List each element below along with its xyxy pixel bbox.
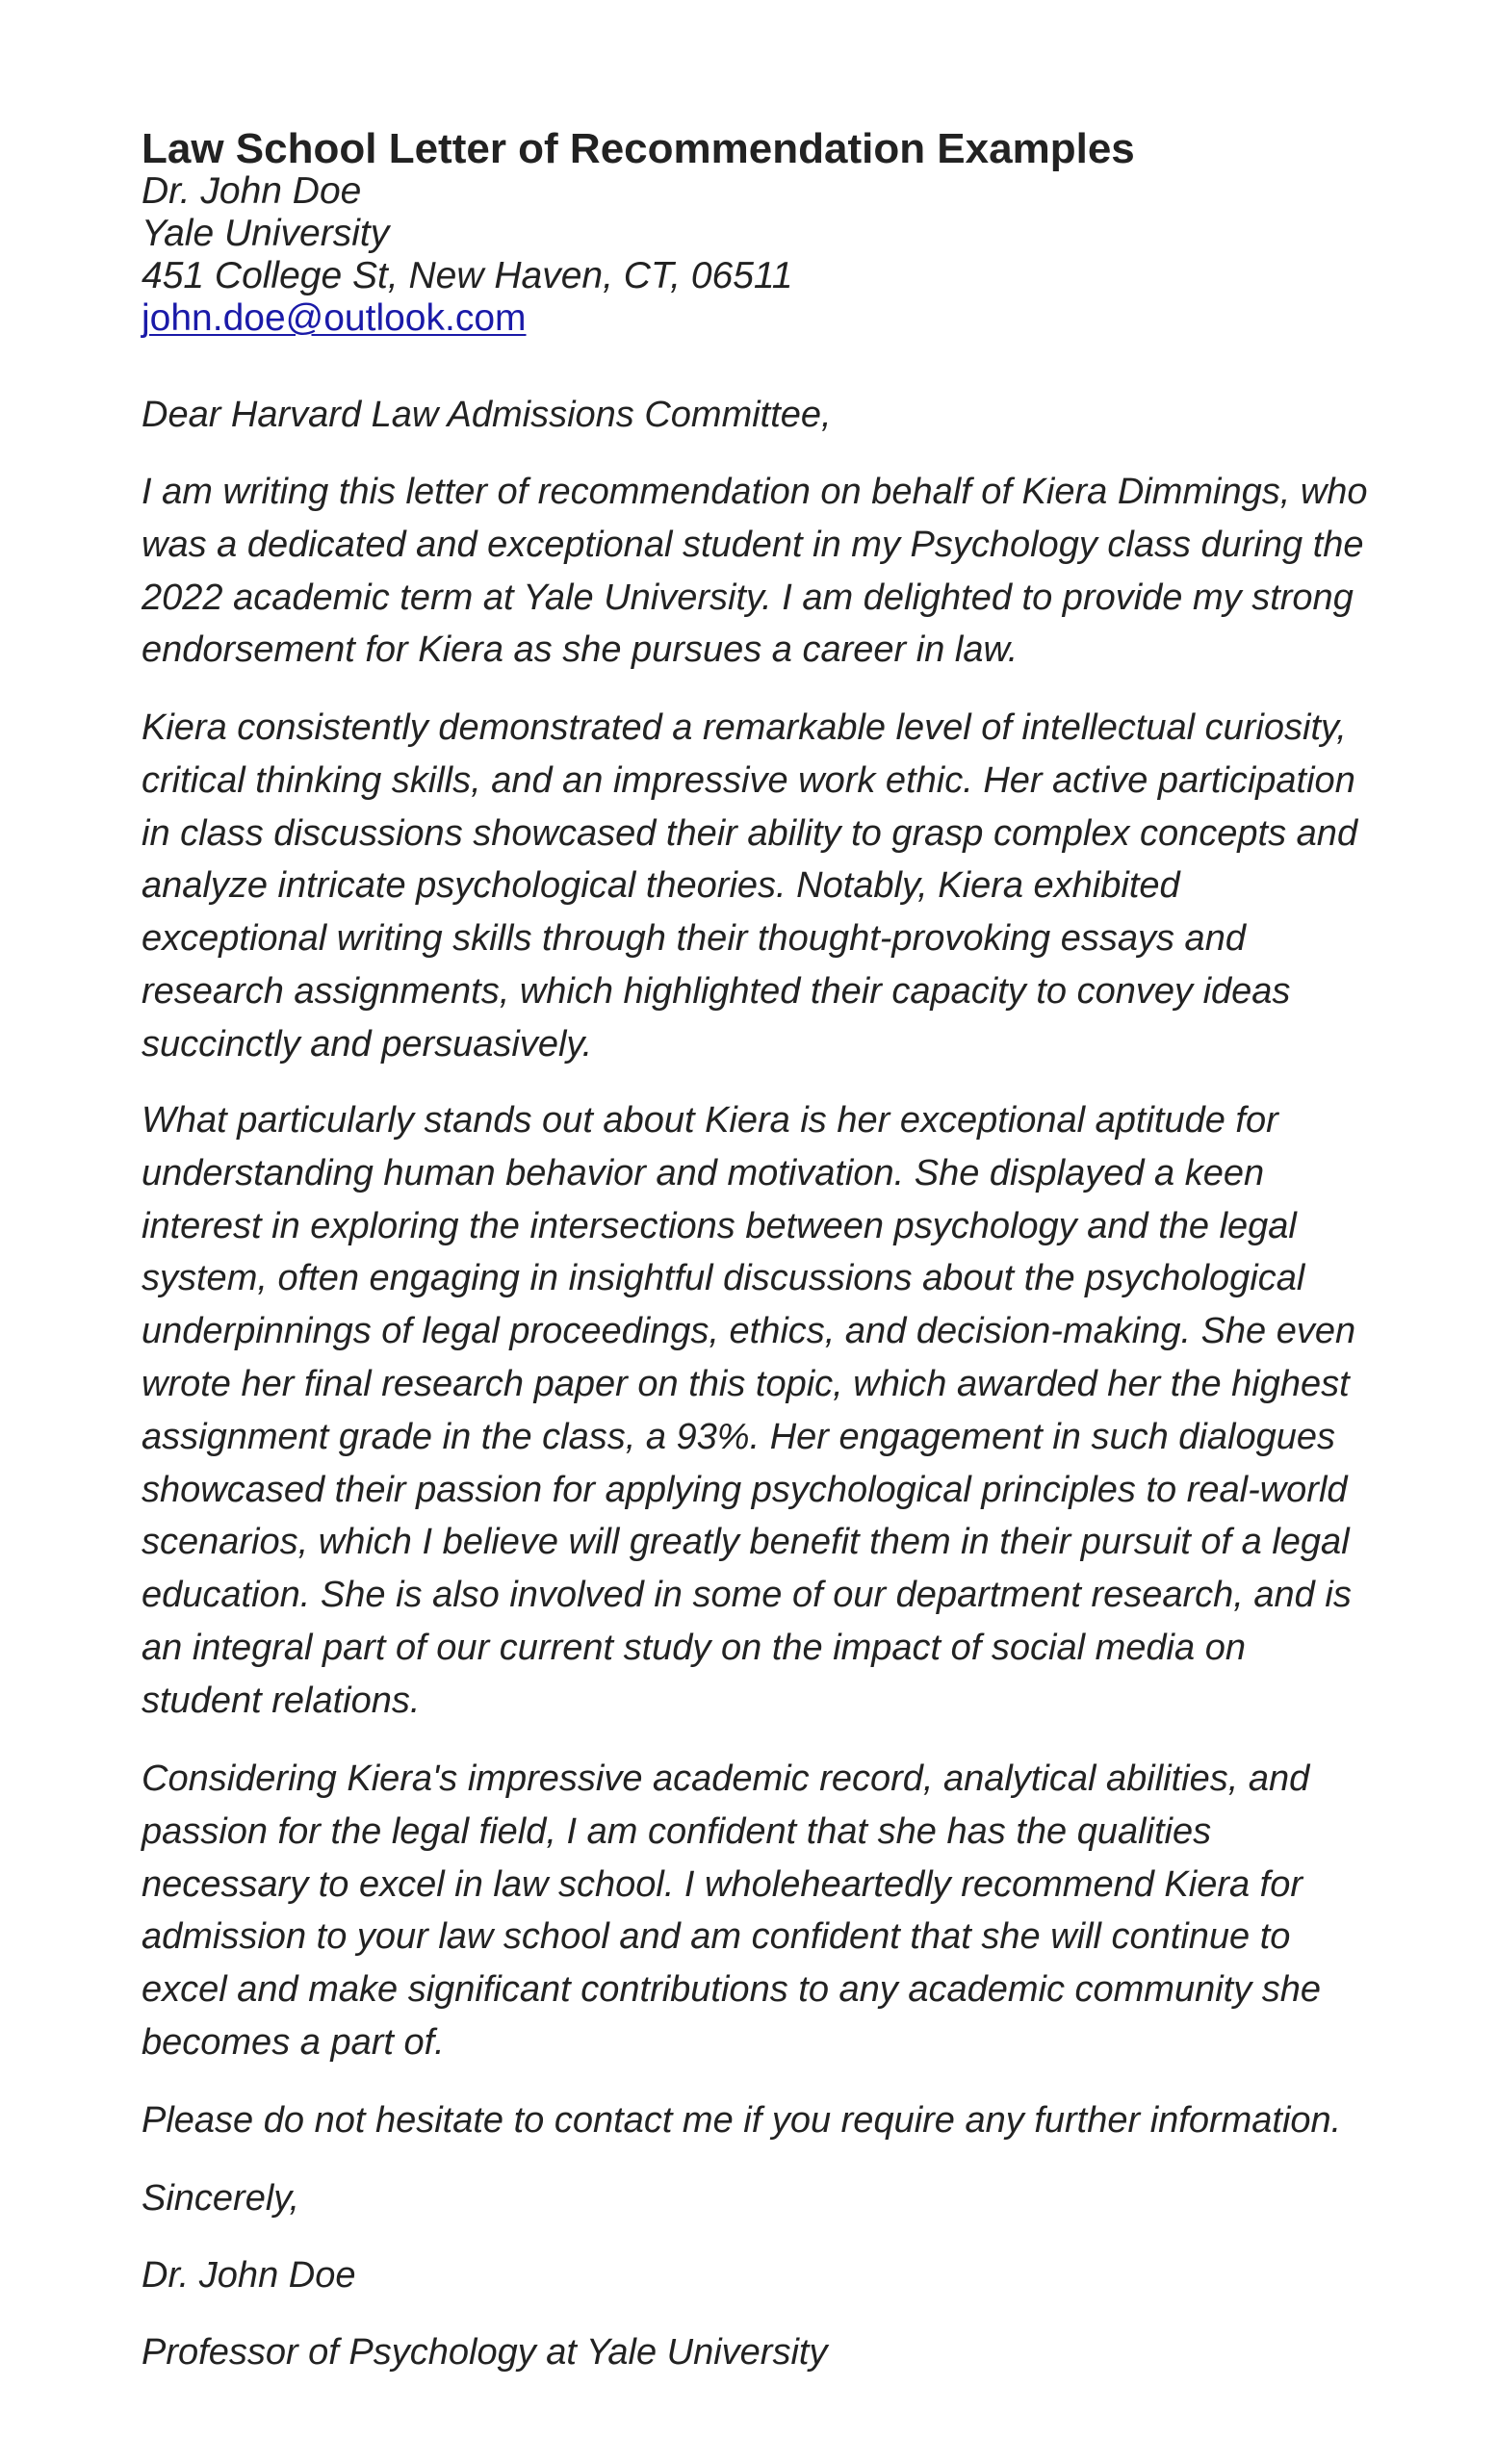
paragraph-line: assignment grade in the class, a 93%. Her engagement in such dialogues [142,1416,1335,1457]
document-title: Law School Letter of Recommendation Examples [142,125,1135,172]
paragraph-line: analyze intricate psychological theories. Notably, Kiera exhibited [142,865,1180,907]
paragraph-line: endorsement for Kiera as she pursues a career in law. [142,629,1019,671]
paragraph-line: Kiera consistently demonstrated a remarkable level of intellectual curiosity, [142,707,1347,748]
paragraph-line: underpinnings of legal proceedings, ethics, and decision-making. She even [142,1311,1356,1352]
paragraph-line: becomes a part of. [142,2021,445,2063]
sender-name: Dr. John Doe [142,170,362,212]
paragraph-line: 2022 academic term at Yale University. I am delighted to provide my strong [142,577,1354,618]
signature-name: Dr. John Doe [142,2255,356,2296]
sender-email-link[interactable]: john.doe@outlook.com [142,297,527,339]
paragraph-line: excel and make significant contributions to any academic community she [142,1969,1322,2011]
paragraph-line: necessary to excel in law school. I wholeheartedly recommend Kiera for [142,1863,1303,1905]
paragraph-line: student relations. [142,1680,421,1721]
sender-address: 451 College St, New Haven, CT, 06511 [142,255,793,296]
paragraph-line: I am writing this letter of recommendation on behalf of Kiera Dimmings, who [142,472,1368,512]
salutation: Dear Harvard Law Admissions Committee, [142,395,832,435]
paragraph-3 [142,1094,1355,1728]
paragraph-line: education. She is also involved in some of our department research, and is [142,1575,1352,1616]
paragraph-line: interest in exploring the intersections between psychology and the legal [142,1205,1297,1246]
paragraph-line: critical thinking skills, and an impressive work ethic. Her active participation [142,759,1355,801]
paragraph-line: Considering Kiera's impressive academic record, analytical abilities, and [142,1758,1310,1799]
valediction: Sincerely, [142,2178,300,2219]
paragraph-line: What particularly stands out about Kiera is her exceptional aptitude for [142,1100,1278,1141]
paragraph-line: scenarios, which I believe will greatly benefit them in their pursuit of a legal [142,1522,1350,1563]
paragraph-line: system, often engaging in insightful discussions about the psychological [142,1258,1305,1299]
paragraph-line: showcased their passion for applying psychological principles to real-world [142,1469,1348,1510]
paragraph-2 [142,702,1357,1071]
paragraph-line: research assignments, which highlighted their capacity to convey ideas [142,970,1291,1012]
paragraph-line: admission to your law school and am confident that she will continue to [142,1916,1291,1958]
sender-block [142,170,792,340]
paragraph-line: succinctly and persuasively. [142,1023,593,1065]
paragraph-line: understanding human behavior and motivation. She displayed a keen [142,1152,1265,1194]
paragraph-1 [142,466,1368,677]
signature-title: Professor of Psychology at Yale University [142,2332,828,2373]
closing-note: Please do not hesitate to contact me if you require any further information. [142,2100,1342,2141]
paragraph-line: wrote her final research paper on this topic, which awarded her the highest [142,1363,1350,1404]
paragraph-line: in class discussions showcased their ability to grasp complex concepts and [142,812,1358,854]
paragraph-line: was a dedicated and exceptional student in my Psychology class during the [142,524,1364,565]
sender-institution: Yale University [142,213,390,254]
paragraph-line: exceptional writing skills through their thought-provoking essays and [142,918,1246,960]
paragraph-line: an integral part of our current study on the impact of social media on [142,1627,1246,1668]
paragraph-4 [142,1753,1321,2069]
paragraph-line: passion for the legal field, I am confident that she has the qualities [142,1810,1212,1852]
